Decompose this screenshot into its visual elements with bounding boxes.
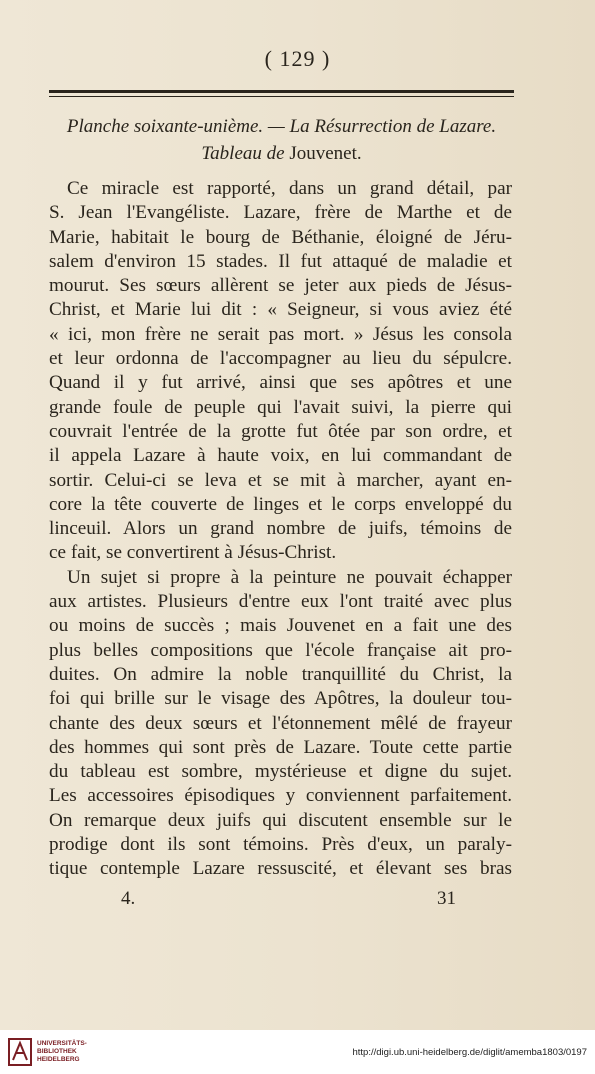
text-line: des hommes qui sont près de Lazare. Toute cette partie <box>49 736 512 758</box>
text-line: ou moins de succès ; mais Jouvenet en a fait une des <box>49 615 512 637</box>
header-rule-thin <box>49 96 514 97</box>
signature-line <box>0 888 595 914</box>
text-line: salem d'environ 15 stades. Il fut attaqué de maladie et <box>49 250 512 272</box>
text-line: il appela Lazare à haute voix, en lui commandant de <box>49 445 512 467</box>
text-line: chante des deux sœurs et l'étonnement mêlé de frayeur <box>49 712 512 734</box>
plate-heading: Planche soixante-unième. — La Résurrection de Lazare. <box>66 116 497 137</box>
text-line: couvrait l'entrée de la grotte fut ôtée par son ordre, et <box>49 420 512 442</box>
library-name <box>37 1040 87 1064</box>
text-line: On remarque deux juifs qui discutent ensemble sur le <box>49 809 512 831</box>
text-line: core la tête couverte de linges et le corps enveloppé du <box>49 493 512 515</box>
source-url-link[interactable]: http://digi.ub.uni-heidelberg.de/diglit/amemba1803/0197 <box>352 1047 587 1058</box>
library-name-line: BIBLIOTHEK <box>37 1048 77 1055</box>
painter-name: Jouvenet. <box>289 143 362 164</box>
text-line: et leur ordonna de l'accompagner au lieu du sépulcre. <box>49 348 512 370</box>
text-line: S. Jean l'Evangéliste. Lazare, frère de Marthe et de <box>49 202 512 224</box>
library-name-line: HEIDELBERG <box>37 1056 80 1063</box>
text-line: linceuil. Alors un grand nombre de juifs, témoins de <box>49 518 512 540</box>
text-line: aux artistes. Plusieurs d'entre eux l'ont traité avec plus <box>49 591 512 613</box>
text-line: mourut. Ses sœurs allèrent se jeter aux pieds de Jésus- <box>49 275 512 297</box>
text-line: Ce miracle est rapporté, dans un grand détail, par <box>67 178 512 199</box>
header-rule-thick <box>49 90 514 93</box>
library-logo-icon <box>8 1038 32 1066</box>
text-line: Un sujet si propre à la peinture ne pouvait échapper <box>67 566 512 588</box>
text-line: prodige dont ils sont témoins. Près d'eux, un paraly- <box>49 834 512 856</box>
text-line: Quand il y fut arrivé, ainsi que ses apôtres et une <box>49 372 512 394</box>
text-line: foi qui brille sur le visage des Apôtres, la douleur tou- <box>49 688 512 710</box>
text-line: Christ, et Marie lui dit : « Seigneur, si vous aviez été <box>49 299 512 321</box>
page-number: ( 129 ) <box>264 46 331 71</box>
text-line: tique contemple Lazare ressuscité, et élevant ses bras <box>49 858 512 880</box>
text-line: duites. On admire la noble tranquillité du Christ, la <box>49 663 512 685</box>
plate-subheading <box>49 143 514 165</box>
text-line: plus belles compositions que l'école française ait pro- <box>49 639 512 661</box>
text-line: Marie, habitait le bourg de Béthanie, éloigné de Jéru- <box>49 226 512 248</box>
text-line: grande foule de peuple qui l'avait suivi, la pierre qui <box>49 396 512 418</box>
text-line: Les accessoires épisodiques y conviennent parfaitement. <box>49 785 512 807</box>
subheading-italic: Tableau de <box>201 143 285 164</box>
text-line: sortir. Celui-ci se leva et se mit à marcher, ayant en- <box>49 469 512 491</box>
text-line: « ici, mon frère ne serait pas mort. » Jésus les consola <box>49 323 512 345</box>
text-line: du tableau est sombre, mystérieuse et digne du sujet. <box>49 761 512 783</box>
text-line: ce fait, se convertirent à Jésus-Christ. <box>49 542 337 564</box>
sheet-number: 31 <box>437 888 456 909</box>
body-text <box>49 177 512 882</box>
signature-mark: 4. <box>121 888 136 909</box>
library-name-line: UNIVERSITÄTS- <box>37 1040 87 1047</box>
